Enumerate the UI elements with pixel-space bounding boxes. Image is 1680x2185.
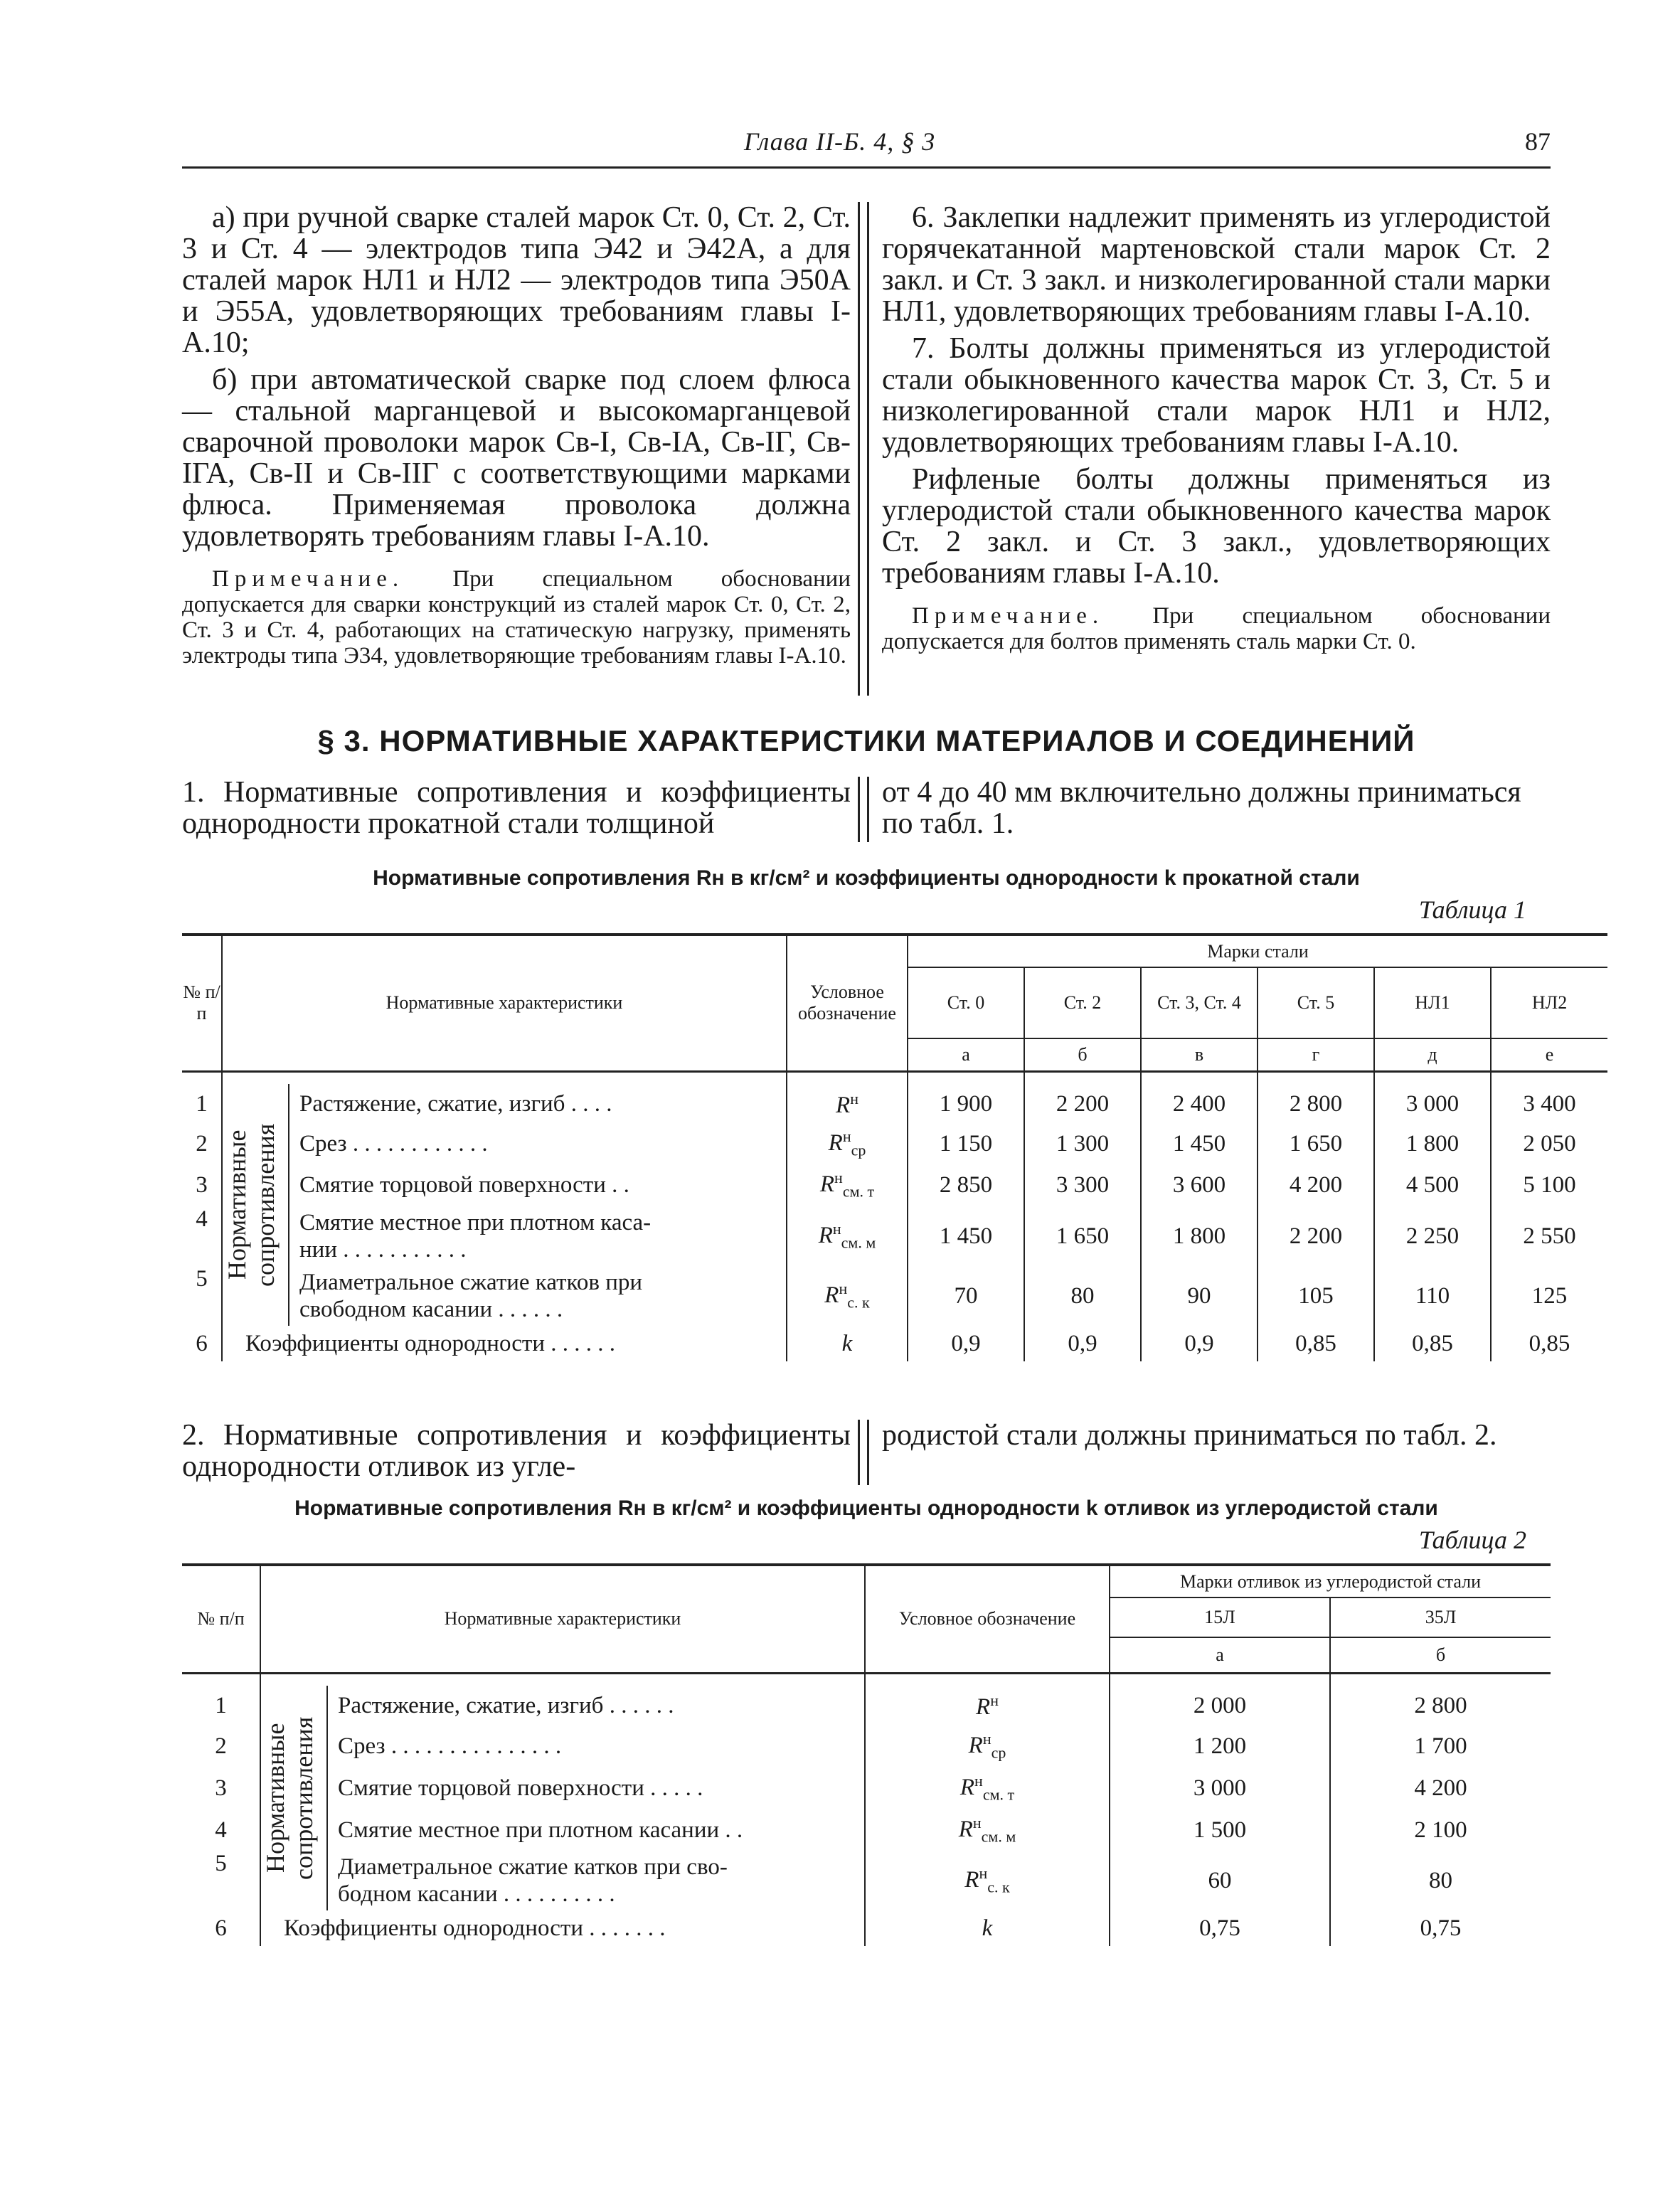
t2-val: 80 [1429, 1867, 1452, 1893]
t2-row-num: 3 [182, 1767, 260, 1809]
table1-label: Таблица 1 [1418, 895, 1526, 924]
t1-val: 2 250 [1374, 1206, 1491, 1266]
t1-val: 4 200 [1258, 1164, 1374, 1206]
t1-row-name: Коэффициенты однородности . . . . . . [222, 1326, 787, 1361]
column-divider [858, 202, 869, 696]
table2 [182, 1563, 1551, 1946]
t1-val: 1 900 [908, 1084, 1024, 1124]
t2-val: 2 800 [1414, 1692, 1467, 1718]
t2-header-char: Нормативные характеристики [260, 1565, 865, 1673]
t1-val: 1 800 [1374, 1124, 1491, 1164]
t2-val: 3 000 [1110, 1767, 1330, 1809]
left-note-label: Примечание. [212, 566, 405, 592]
paragraph-b: б) при автоматической сварке под слоем флюса — стальной марганцевой и высокомарганцевой сварочной проволоки марок Св-I, Св-IА, Св-IГ, Св-IГА, Св-II и Св-IIГ с соответствующими марками флюса. Применяемая проволока должна удовлетворять требованиям главы I-А.10. [182, 363, 851, 553]
page-header [182, 127, 1551, 169]
t1-val: 0,9 [1141, 1326, 1258, 1361]
section-para-1-left: 1. Нормативные сопротивления и коэффициенты однородности прокатной стали толщиной [182, 776, 851, 840]
t1-row-name: Смятие местное при плотном каса- нии . . . . . . . . . . . [289, 1206, 787, 1266]
right-note-label: Примечание. [912, 603, 1105, 629]
t1-val: 1 150 [908, 1124, 1024, 1164]
t2-val: 0,75 [1110, 1910, 1330, 1946]
t1-val: 1 300 [1024, 1124, 1141, 1164]
section-para-2-left: 2. Нормативные сопротивления и коэффициенты однородности отливок из угле- [182, 1419, 851, 1483]
t1-row [182, 1266, 1607, 1326]
t1-val: 80 [1024, 1266, 1141, 1326]
right-note-text: При специальном обосновании допускается для болтов применять сталь марки Ст. 0. [882, 603, 1551, 654]
t1-row-sym: $R^н_{см. м}$ [787, 1206, 908, 1266]
t1-val: 2 050 [1523, 1130, 1576, 1157]
t1-val: 3 600 [1141, 1164, 1258, 1206]
t1-row-sym: k [787, 1326, 908, 1361]
t1-val: 105 [1258, 1266, 1374, 1326]
t1-row [182, 1124, 1607, 1164]
t1-val: 2 200 [1258, 1206, 1374, 1266]
t2-row [182, 1910, 1551, 1946]
t2-row-name: Срез . . . . . . . . . . . . . . . [327, 1726, 865, 1767]
t1-row-num: 6 [182, 1326, 222, 1361]
t1-val: 0,9 [1024, 1326, 1141, 1361]
left-note [182, 566, 851, 669]
section-para-2-right: родистой стали должны приниматься по табл. 2. [882, 1419, 1497, 1452]
t2-row-sym: $R^н_{см. т}$ [865, 1767, 1110, 1809]
t1-row-num: 4 [182, 1206, 222, 1266]
t2-row [182, 1809, 1551, 1851]
section-para-1-right: от 4 до 40 мм включительно должны приниматься по табл. 1. [882, 776, 1521, 840]
t2-val: 2 100 [1414, 1817, 1467, 1843]
left-column [182, 202, 851, 669]
t1-val: 4 500 [1374, 1164, 1491, 1206]
t1-val: 70 [908, 1266, 1024, 1326]
t2-row [182, 1851, 1551, 1910]
t2-row-sym: $R^н$ [865, 1686, 1110, 1726]
t1-letter: г [1258, 1038, 1374, 1071]
t1-group-label: Нормативные сопротивления [223, 1123, 280, 1287]
table2-title: Нормативные сопротивления Rн в кг/см² и коэффициенты однородности k отливок из углеродистой стали [294, 1496, 1438, 1520]
t1-val: 2 200 [1024, 1084, 1141, 1124]
section-title: § 3. НОРМАТИВНЫЕ ХАРАКТЕРИСТИКИ МАТЕРИАЛОВ И СОЕДИНЕНИЙ [317, 724, 1415, 757]
column-divider-2 [858, 777, 869, 842]
t1-val: 2 800 [1258, 1084, 1374, 1124]
t1-letter: в [1141, 1038, 1258, 1071]
t1-header-sym: Условное обозначение [787, 935, 908, 1071]
right-column [882, 202, 1551, 654]
t1-row [182, 1206, 1607, 1266]
t1-row-num: 3 [182, 1164, 222, 1206]
t1-grade: Ст. 2 [1024, 967, 1141, 1038]
paragraph-7b: Рифленые болты должны применяться из углеродистой стали обыкновенного качества марок Ст. 2 закл. и Ст. 3 закл., удовлетворяющих требованиям главы I-А.10. [882, 463, 1551, 590]
t2-row-num: 6 [182, 1910, 260, 1946]
t1-val: 1 450 [908, 1206, 1024, 1266]
t2-grade: 15Л [1110, 1597, 1330, 1637]
t2-row-sym: k [865, 1910, 1110, 1946]
t2-row-num: 1 [182, 1686, 260, 1726]
t1-row-sym: $R^н_{с. к}$ [787, 1266, 908, 1326]
t1-grade: Ст. 3, Ст. 4 [1141, 967, 1258, 1038]
column-divider-3 [858, 1420, 869, 1485]
t2-letter: б [1330, 1637, 1551, 1673]
t2-group-label: Нормативные сопротивления [261, 1716, 318, 1880]
t1-row-name: Растяжение, сжатие, изгиб . . . . [289, 1084, 787, 1124]
t1-grade: Ст. 5 [1258, 967, 1374, 1038]
paragraph-a: а) при ручной сварке сталей марок Ст. 0, Ст. 2, Ст. 3 и Ст. 4 — электродов типа Э42 и Э42А, а для сталей марок НЛ1 и НЛ2 — электродов типа Э50А и Э55А, удовлетворяющих требованиям главы I-А.10; [182, 201, 851, 359]
t2-row-sym: $R^н_{с. к}$ [865, 1851, 1110, 1910]
t1-header-char: Нормативные характеристики [222, 935, 787, 1071]
t1-grade: НЛ2 [1491, 967, 1607, 1038]
t1-val: 125 [1531, 1282, 1568, 1309]
t1-grade: Ст. 0 [908, 967, 1024, 1038]
t1-val: 1 800 [1141, 1206, 1258, 1266]
t2-val: 60 [1110, 1851, 1330, 1910]
t1-row-sym: $R^н$ [787, 1084, 908, 1124]
t1-val: 0,85 [1258, 1326, 1374, 1361]
t1-row-num: 2 [182, 1124, 222, 1164]
t1-val: 1 650 [1024, 1206, 1141, 1266]
t1-row-name: Срез . . . . . . . . . . . . [289, 1124, 787, 1164]
t1-val: 2 400 [1141, 1084, 1258, 1124]
t2-row-name: Коэффициенты однородности . . . . . . . [260, 1910, 865, 1946]
t1-row [182, 1084, 1607, 1124]
t1-row-sym: $R^н_{см. т}$ [787, 1164, 908, 1206]
t1-row-num: 5 [182, 1266, 222, 1326]
t1-val: 2 850 [908, 1164, 1024, 1206]
t2-row-name: Диаметральное сжатие катков при сво- бодном касании . . . . . . . . . . [327, 1851, 865, 1910]
t2-letter: а [1110, 1637, 1330, 1673]
left-note-text: При специальном обосновании допускается для сварки конструкций из сталей марок Ст. 0, Ст. 2, Ст. 3 и Ст. 4, работающих на статическую нагрузку, применять электроды типа Э34, удовлетворяющие требованиям главы I-А.10. [182, 566, 851, 669]
t2-val: 1 500 [1110, 1809, 1330, 1851]
t2-row [182, 1767, 1551, 1809]
table2-label: Таблица 2 [1418, 1526, 1526, 1554]
t2-row-num: 5 [182, 1851, 260, 1910]
t1-header-num: № п/п [182, 935, 222, 1071]
t2-val: 1 200 [1110, 1726, 1330, 1767]
t1-letter: а [908, 1038, 1024, 1071]
t1-row [182, 1164, 1607, 1206]
t2-row-sym: $R^н_{ср}$ [865, 1726, 1110, 1767]
chapter-reference: Глава II-Б. 4, § 3 [744, 127, 936, 156]
t2-row-num: 4 [182, 1809, 260, 1851]
t1-letter: б [1024, 1038, 1141, 1071]
t1-val: 2 550 [1523, 1223, 1576, 1249]
t2-row-name: Смятие торцовой поверхности . . . . . [327, 1767, 865, 1809]
t1-val: 3 400 [1523, 1090, 1576, 1117]
t1-row [182, 1326, 1607, 1361]
t2-row-num: 2 [182, 1726, 260, 1767]
t1-grade: НЛ1 [1374, 967, 1491, 1038]
t1-val: 0,85 [1374, 1326, 1491, 1361]
t1-row-sym: $R^н_{ср}$ [787, 1124, 908, 1164]
t1-val: 90 [1141, 1266, 1258, 1326]
t1-letter: е [1491, 1038, 1607, 1071]
t2-header-sym: Условное обозначение [865, 1565, 1110, 1673]
t1-val: 3 000 [1374, 1084, 1491, 1124]
t2-row [182, 1726, 1551, 1767]
t2-row-sym: $R^н_{см. м}$ [865, 1809, 1110, 1851]
t2-row-name: Растяжение, сжатие, изгиб . . . . . . [327, 1686, 865, 1726]
paragraph-7: 7. Болты должны применяться из углеродистой стали обыкновенного качества марок Ст. 3, Ст. 5 и низколегированной стали марок НЛ1 и НЛ2, удовлетворяющих требованиям главы I-А.10. [882, 332, 1551, 459]
table1 [182, 933, 1607, 1361]
t1-row-num: 1 [182, 1084, 222, 1124]
t2-val: 2 000 [1110, 1686, 1330, 1726]
t1-val: 0,85 [1529, 1330, 1570, 1356]
t2-grade: 35Л [1330, 1597, 1551, 1637]
t2-val: 0,75 [1420, 1915, 1462, 1941]
page-number: 87 [1525, 127, 1551, 156]
t1-header-marks: Марки стали [908, 935, 1607, 967]
t1-val: 110 [1374, 1266, 1491, 1326]
t2-group-cell [260, 1686, 327, 1910]
t2-row [182, 1686, 1551, 1726]
t1-val: 1 450 [1141, 1124, 1258, 1164]
t1-val: 0,9 [908, 1326, 1024, 1361]
t1-val: 5 100 [1523, 1171, 1576, 1198]
t1-row-name: Диаметральное сжатие катков при свободном касании . . . . . . [289, 1266, 787, 1326]
t2-val: 4 200 [1414, 1775, 1467, 1801]
t2-val: 1 700 [1414, 1733, 1467, 1759]
t2-header-marks: Марки отливок из углеродистой стали [1110, 1565, 1551, 1597]
right-note [882, 603, 1551, 654]
t2-row-name: Смятие местное при плотном касании . . [327, 1809, 865, 1851]
t1-group-cell [222, 1084, 289, 1326]
paragraph-6: 6. Заклепки надлежит применять из углеродистой горячекатанной мартеновской стали марок Ст. 2 закл. и Ст. 3 закл. и низколегированной стали марки НЛ1, удовлетворяющих требованиям главы I-А.10. [882, 201, 1551, 328]
t1-val: 3 300 [1024, 1164, 1141, 1206]
t1-letter: д [1374, 1038, 1491, 1071]
t1-val: 1 650 [1258, 1124, 1374, 1164]
table1-title: Нормативные сопротивления Rн в кг/см² и коэффициенты однородности k прокатной стали [373, 866, 1360, 890]
t1-row-name: Смятие торцовой поверхности . . [289, 1164, 787, 1206]
t2-header-num: № п/п [182, 1565, 260, 1673]
